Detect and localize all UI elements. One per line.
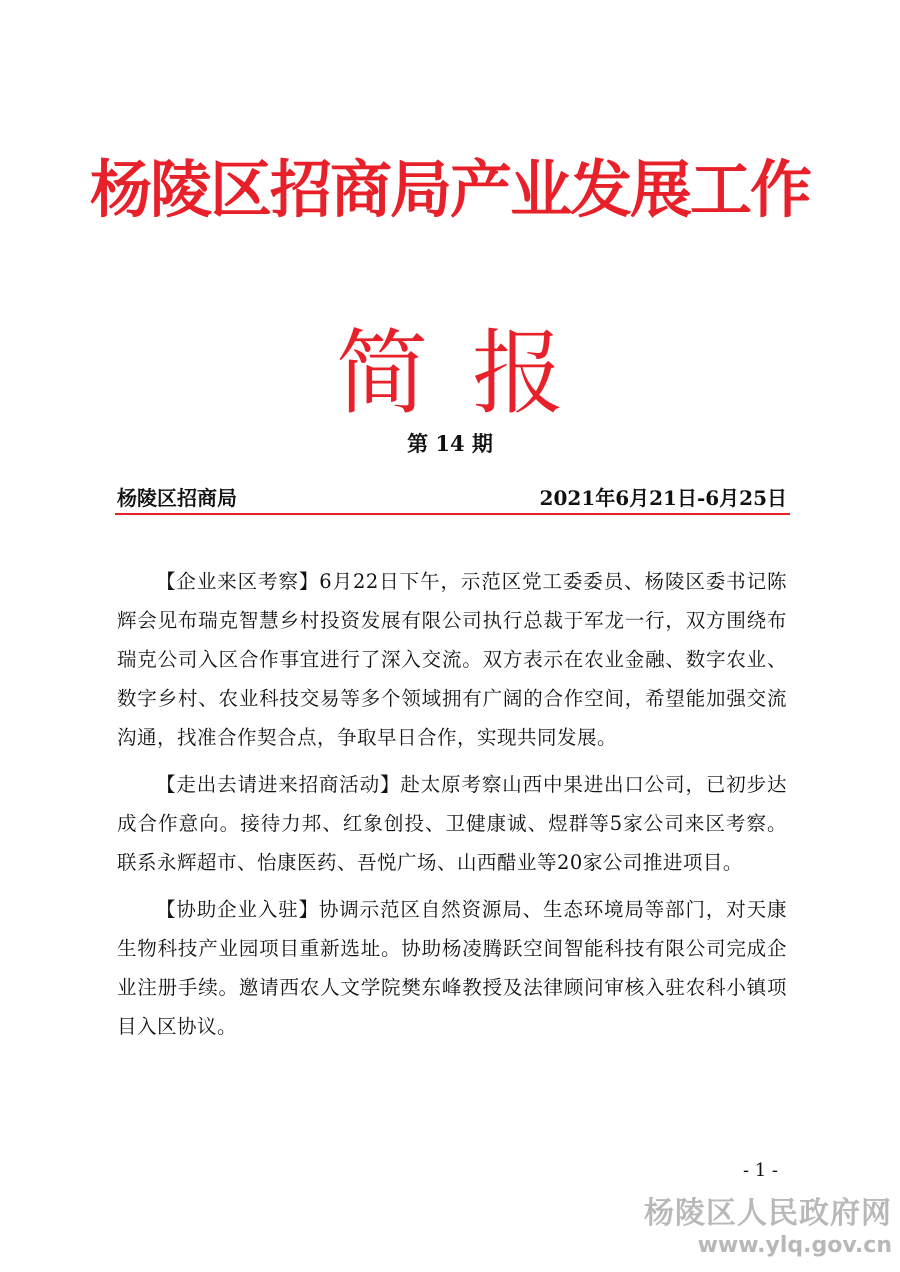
watermark-site-name: 杨陵区人民政府网 (644, 1196, 892, 1231)
site-watermark (644, 1196, 892, 1260)
masthead-meta-row (117, 482, 787, 512)
document-body (117, 562, 787, 1054)
date-range: 2021年6月21日-6月25日 (539, 486, 787, 510)
document-main-title: 杨陵区招商局产业发展工作 (89, 153, 810, 226)
issuing-organization: 杨陵区招商局 (117, 486, 237, 510)
watermark-site-url: www.ylq.gov.cn (697, 1233, 892, 1258)
page-number: - 1 - (742, 1160, 778, 1181)
bulletin-title: 简报 (335, 320, 608, 427)
paragraph-investment-activities: 【走出去请进来招商活动】赴太原考察山西中果进出口公司，已初步达成合作意向。接待力邦、红象创投、卫健康诚、煜群等5家公司来区考察。联系永辉超市、怡康医药、吾悦广场、山西醋业等20家公司推进项目。 (117, 773, 787, 874)
paragraph-enterprise-visit: 【企业来区考察】6月22日下午，示范区党工委委员、杨陵区委书记陈辉会见布瑞克智慧乡村投资发展有限公司执行总裁于军龙一行，双方围绕布瑞克公司入区合作事宜进行了深入交流。双方表示在农业金融、数字农业、数字乡村、农业科技交易等多个领域拥有广阔的合作空间，希望能加强交流沟通，找准合作契合点，争取早日合作，实现共同发展。 (117, 570, 787, 749)
issue-number: 第 14 期 (407, 431, 493, 456)
red-divider-line (115, 513, 790, 515)
paragraph-enterprise-settlement: 【协助企业入驻】协调示范区自然资源局、生态环境局等部门，对天康生物科技产业园项目重新选址。协助杨凌腾跃空间智能科技有限公司完成企业注册手续。邀请西农人文学院樊东峰教授及法律顾问审核入驻农科小镇项目入区协议。 (117, 898, 787, 1038)
